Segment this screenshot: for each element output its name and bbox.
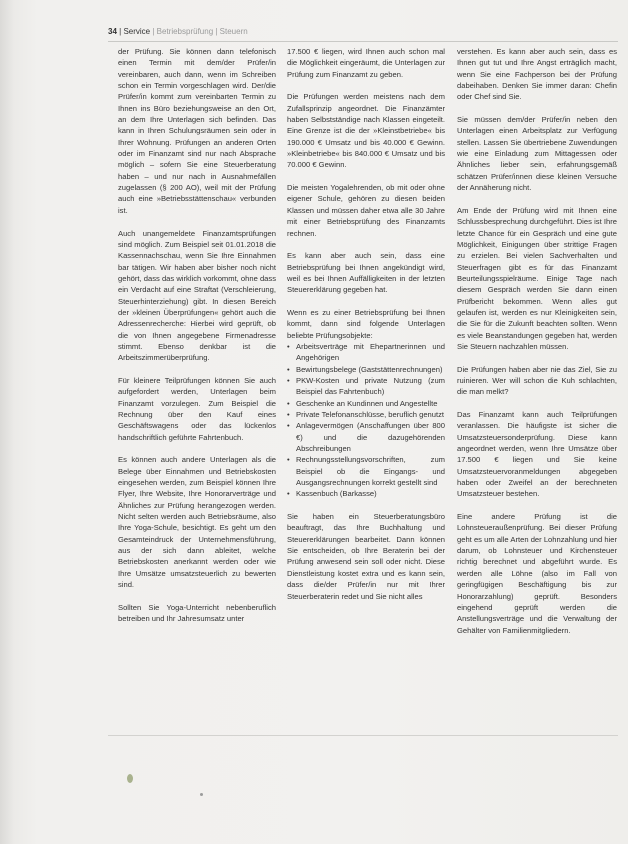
paragraph: Sollten Sie Yoga-Unterricht nebenberuflich betreiben und Ihr Jahresumsatz unter <box>118 602 276 624</box>
paragraph: Am Ende der Prüfung wird mit Ihnen eine Schlussbesprechung durchgeführt. Dies ist Ihre letzte Chance für ein Gespräch und eine gute Möglichkeit, Einigungen über strittige Fragen zu erzielen. Bei vielen Sachverhalten und Steuerfragen gibt es für das Finanzamt Beurteilungsspielräume. Einige Tage nach diesem Gespräch werden Sie dann einen Prüfbericht bekommen. Wenn alles gut gelaufen ist, werden es nur Kleinigkeiten sein, die Sie für die Zukunft beachten sollten. Wenn es viele Beanstandungen gegeben hat, werden Sie Steuern nachzahlen müssen. <box>457 205 617 351</box>
paragraph: Für kleinere Teilprüfungen können Sie auch aufgefordert werden, Unterlagen beim Finanzamt vorzulegen. Zum Beispiel die Rechnung über den Kauf eines Geschäftswagens oder das lückenlos handschriftlich geführte Fahrtenbuch. <box>118 375 276 442</box>
list-item: • Bewirtungsbelege (Gaststättenrechnungen) <box>287 364 445 375</box>
text-column-3 <box>457 46 617 647</box>
paragraph: Wenn es zu einer Betriebsprüfung bei Ihnen kommt, dann sind folgende Unterlagen beliebte Prüfungsobjekte: <box>287 307 445 340</box>
text-column-2 <box>287 46 445 613</box>
list-item: • Arbeitsverträge mit Ehepartnerinnen und Angehörigen <box>287 341 445 364</box>
list-item: • Kassenbuch (Barkasse) <box>287 488 445 499</box>
paragraph: Sie haben ein Steuerberatungsbüro beauftragt, das Ihre Buchhaltung und Steuererklärungen bearbeitet. Dann können Sie entscheiden, ob Ihre Beraterin bei der Prüfung anwesend sein soll oder nicht. Diese Dienstleistung kostet extra und es kann sein, dass die/der Prüfer/in nur mit Ihrer Steuerberaterin redet und Sie nicht alles <box>287 512 445 601</box>
running-header <box>108 26 608 38</box>
page-number: 34 <box>108 27 117 36</box>
paragraph: Es können auch andere Unterlagen als die Belege über Einnahmen und Betriebskosten eingesehen werden, zum Beispiel können Ihre Flyer, Ihre Website, Ihre Honorarverträge und Ähnliches zur Prüfung herangezogen werden. Nicht selten werden auch Betriebsräume, also Ihre Yoga-Schule, besichtigt. Es geht um den Gesamteindruck der Unternehmensführung, aus der sich dann ableitet, welche Betriebskosten anerkannt werden oder wie Ihre Umsätze umsatzsteuerlich zu bewerten sind. <box>118 455 276 590</box>
list-item: • Private Telefonanschlüsse, beruflich genutzt <box>287 409 445 420</box>
section-label: | Service <box>119 27 151 36</box>
header-rule <box>108 41 618 42</box>
paragraph: 17.500 € liegen, wird Ihnen auch schon mal die Möglichkeit eingeräumt, die Unterlagen zur Prüfung zum Finanzamt zu geben. <box>287 47 445 79</box>
paragraph: Die meisten Yogalehrenden, ob mit oder ohne eigener Schule, gehören zu diesen beiden Klassen und müssen daher etwa alle 30 Jahre mit einer Betriebsprüfung des Finanzamts rechnen. <box>287 183 445 238</box>
text-column-1 <box>118 46 276 636</box>
paragraph: Die Prüfungen haben aber nie das Ziel, Sie zu ruinieren. Wer will schon die Kuh schlachten, die man melkt? <box>457 364 617 397</box>
paragraph: der Prüfung. Sie können dann telefonisch einen Termin mit dem/der Prüfer/in vereinbaren, auch dann, wenn im Schreiben schon ein Termin vorgeschlagen wird. Der/die Prüfer/in kommt zum vereinbarten Termin zu Ihnen ins Büro beziehungsweise an den Ort, an dem Ihre Unterlagen sich befinden. Das kann in Ihren Schulungsräumen sein oder in Ihrer Wohnung. Prüfungen an anderen Orten oder im Finanzamt sind nur nach Absprache möglich – sofern Sie eine Steuerberatung haben – und nur nach in Ausnahmefällen zugelassen (§ 200 AO), weil mit der Prüfung auch eine »Betriebsstättenschau« verbunden ist. <box>118 47 276 215</box>
paragraph: Die Prüfungen werden meistens nach dem Zufallsprinzip angeordnet. Die Finanzämter haben Selbstständige nach Klassen eingeteilt. Eine Grenze ist die der »Kleinstbetriebe« bis 190.000 € Umsatz und bis 40.000 € Gewinn. »Kleinbetriebe« bis 840.000 € Umsatz und bis 70.000 € Gewinn. <box>287 92 445 170</box>
paper-stain <box>127 774 133 783</box>
paragraph: Auch unangemeldete Finanzamtsprüfungen sind möglich. Zum Beispiel seit 01.01.2018 die Kassennachschau, wenn Sie Ihre Einnahmen bar tätigen. Wir haben aber bisher noch nicht gehört, dass das wirklich vorkommt, ohne dass ein Verdacht auf eine Straftat (Verschleierung, Steuerhinterziehung) gibt. In diesen Bereich der »kleinen Überprüfungen« gehört auch die Adressenrecherche: Hierbei wird geprüft, ob die von Ihnen angegebene Firmenadresse stimmt. Ebenso denkbar ist die Arbeitszimmerüberprüfung. <box>118 228 276 363</box>
paragraph: Eine andere Prüfung ist die Lohnsteueraußenprüfung. Bei dieser Prüfung geht es um alle Arten der Lohnzahlung und hier darum, ob Lohnsteuer und Kirchensteuer richtig berechnet und abgeführt wurde. Es werden alle Löhne (also im Fall von geringfügigen Beschäftigung bis zur Honorarzahlung) geprüft. Besonders eingehend geprüft werden die Anstellungsverträge und die Verwaltung der Gehälter von Familienmitgliedern. <box>457 512 617 635</box>
footer-rule <box>108 735 618 736</box>
paragraph: Sie müssen dem/der Prüfer/in neben den Unterlagen einen Arbeitsplatz zur Verfügung stellen. Lassen Sie übertriebene Zuwendungen wie eine Einladung zum Mittagessen oder Ähnliches lieber sein, erfahrungsgemäß schätzen Prüfer/innen diese kleinen Versuche der Annäherung nicht. <box>457 115 617 193</box>
list-item: • Rechnungsstellungsvorschriften, zum Beispiel ob die Eingangs- und Ausgangsrechnungen korrekt gestellt sind <box>287 454 445 488</box>
binding-shadow <box>0 0 14 844</box>
list-item: • Anlagevermögen (Anschaffungen über 800 €) und die dazugehörenden Abschreibungen <box>287 420 445 454</box>
paper-speck <box>200 793 203 796</box>
list-item: • Geschenke an Kundinnen und Angestellte <box>287 398 445 409</box>
paragraph: Das Finanzamt kann auch Teilprüfungen veranlassen. Die häufigste ist sicher die Umsatzsteuersonderprüfung. Diese kann angeordnet werden, wenn Ihre Umsätze über 17.500 € liegen und Sie keine Umsatzsteuervoranmeldungen abgegeben haben oder Zweifel an der berechneten Umsatzsteuer bestehen. <box>457 410 617 499</box>
list-item: • PKW-Kosten und private Nutzung (zum Beispiel das Fahrtenbuch) <box>287 375 445 398</box>
paragraph: verstehen. Es kann aber auch sein, dass es Ihnen gut tut und Ihre Angst erträglich macht, wenn Sie eine Fachperson bei der Prüfung dabeihaben. Denken Sie immer daran: Chefin oder Chef sind Sie. <box>457 47 617 102</box>
header-subtitle: | Betriebsprüfung | Steuern <box>152 27 248 36</box>
audit-objects-list <box>287 341 445 500</box>
paragraph: Es kann aber auch sein, dass eine Betriebsprüfung bei Ihnen angekündigt wird, weil es bei Ihnen Auffälligkeiten in der letzten Steuererklärung gegeben hat. <box>287 251 445 295</box>
